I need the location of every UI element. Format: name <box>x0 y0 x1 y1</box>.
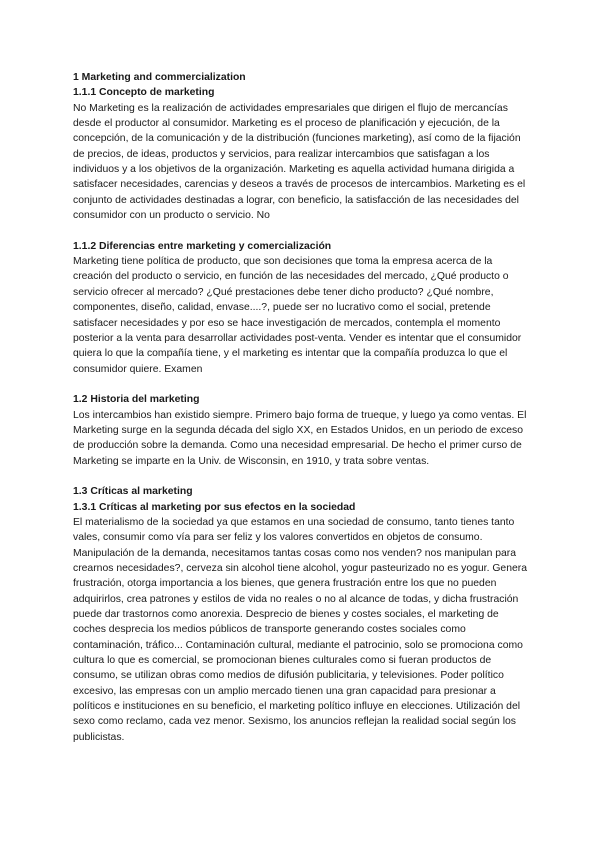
section-3-heading: 1.3 Críticas al marketing <box>73 486 193 498</box>
section-3-1-heading: 1.3.1 Críticas al marketing por sus efectos en la sociedad <box>73 501 356 513</box>
section-1-1-paragraph: No Marketing es la realización de actividades empresariales que dirigen el flujo de mercancías desde el productor al consumidor. Marketing es el proceso de planificación y ejecución, de la concepción, de la comunicación y de la distribución (funciones marketing), así como de la fijación de precios, de ideas, productos y servicios, para realizar intercambios que satisfagan a los individuos y a los objetivos de la organización. Marketing es aquella actividad humana dirigida a satisfacer necesidades, carencias y deseos a través de procesos de intercambios. Marketing es el conjunto de actividades destinadas a lograr, con beneficio, la satisfacción de las necesidades del consumidor con un producto o servicio. No <box>73 102 526 222</box>
section-1-2-paragraph: Marketing tiene política de producto, que son decisiones que toma la empresa acerca de la creación del producto o servicio, en función de las necesidades del mercado, ¿Qué producto o servicio ofrecer al mercado? ¿Qué prestaciones debe tener dicho producto? ¿Qué nombre, componentes, diseño, calidad, envase....?, puede ser no lucrativo como el social, pretende satisfacer necesidades y por eso se hace investigación de mercados, contempla el momento posterior a la venta para desarrollar actividades post-venta. Vender es intentar que el consumidor quiera lo que la compañía tiene, y el marketing es intentar que la compañía produzca lo que el consumidor quiere. Examen <box>73 256 522 375</box>
section-2-paragraph: Los intercambios han existido siempre. Primero bajo forma de trueque, y luego ya como ventas. El Marketing surge en la segunda década del siglo XX, en Estados Unidos, en un periodo de exceso de producción sobre la demanda. Como una necesidad empresarial. De hecho el primer curso de Marketing se imparte en la Univ. de Wisconsin, en 1910, y trata sobre ventas. <box>73 409 527 467</box>
spacer <box>73 377 528 392</box>
section-3-1-paragraph: El materialismo de la sociedad ya que estamos en una sociedad de consumo, tanto tienes tanto vales, consumir como vía para ser feliz y los valores convertidos en objetos de consumo. Manipulación de la demanda, necesitamos tantas cosas como nos venden? nos manipulan para crearnos necesidades?, cerveza sin alcohol tiene alcohol, yogur pasteurizado no es yogur. Genera frustración, otorga importancia a los bienes, que genera frustración entre los que no pueden adquirirlos, crea patrones y estilos de vida no reales o no al alcance de todas, y dicha frustración puede dar trastornos como anorexia. Desprecio de bienes y costes sociales, el marketing de coches desprecia los medios públicos de transporte generando costes sociales como contaminación, tráfico... Contaminación cultural, mediante el patrocinio, solo se promociona como cultura lo que es comercial, se promocionan bienes culturales como si fueran productos de consumo, se utilizan obras como medios de difusión publicitaria, y televisiones. Poder político excesivo, las empresas con un amplio mercado tienen una gran capacidad para presionar a políticos e instituciones en su beneficio, el marketing político influye en elecciones. Utilización del sexo como reclamo, cada vez menor. Sexismo, los anuncios reflejan la realidad social según los publicistas. <box>73 516 528 743</box>
section-1-1-heading: 1.1.1 Concepto de marketing <box>73 87 215 99</box>
section-2-heading: 1.2 Historia del marketing <box>73 394 200 406</box>
spacer <box>73 223 528 238</box>
document-page <box>73 70 528 745</box>
section-1-2-heading: 1.1.2 Diferencias entre marketing y comercialización <box>73 240 332 252</box>
section-1-heading: 1 Marketing and commercialization <box>73 72 246 83</box>
spacer <box>73 469 528 484</box>
